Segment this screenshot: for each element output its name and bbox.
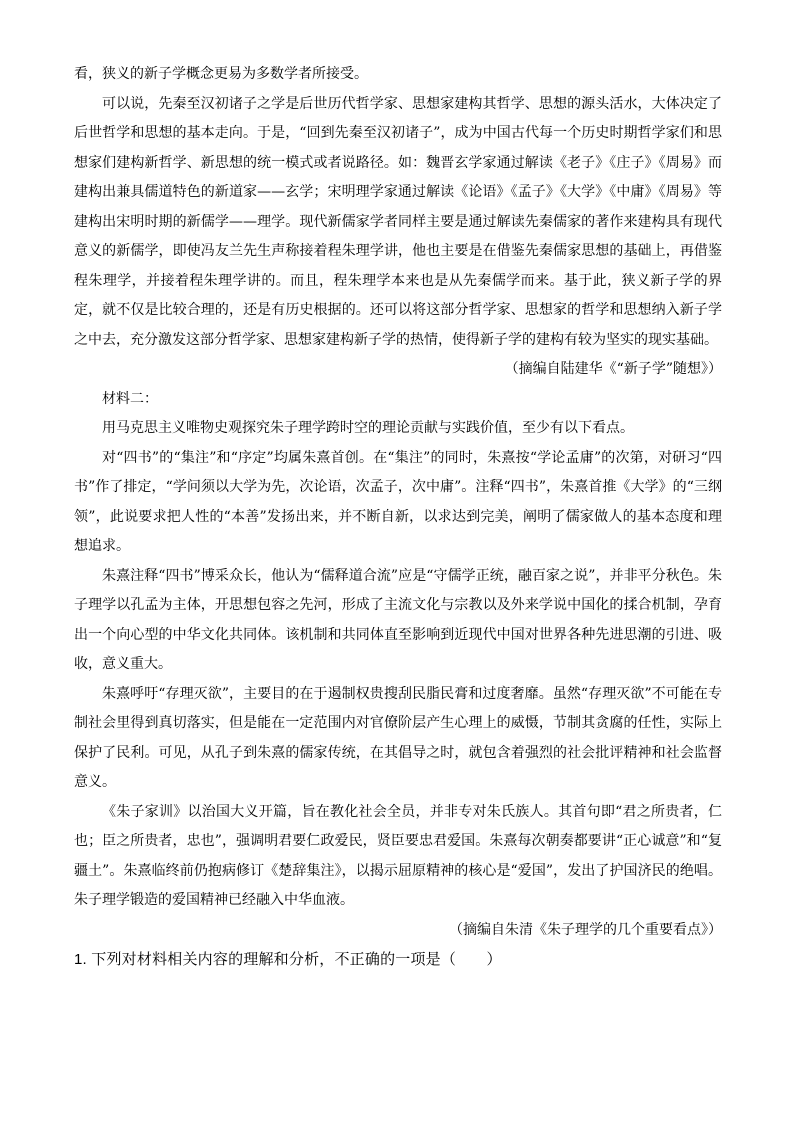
material1-intro-text: 看，狭义的新子学概念更易为多数学者所接受。 bbox=[74, 66, 368, 82]
document-page bbox=[74, 60, 722, 975]
material2-source: （摘编自朱清《朱子理学的几个重要看点》） bbox=[449, 921, 722, 938]
material2-heading: 材料二： bbox=[102, 390, 158, 407]
material2-paragraph-4: 朱熹呼吁“存理灭欲”，主要目的在于遏制权贵搜刮民脂民膏和过度奢靡。虽然“存理灭欲”不可能在专制社会里得到真切落实，但是能在一定范围内对官僚阶层产生心理上的威慑，节制其贪腐的任性，实际上保护了民利。可见，从孔子到朱熹的儒家传统，在其倡导之时，就包含着强烈的社会批评精神和社会监督意义。 bbox=[74, 685, 722, 790]
material1-main-paragraph: 可以说，先秦至汉初诸子之学是后世历代哲学家、思想家建构其哲学、思想的源头活水，大体决定了后世哲学和思想的基本走向。于是，“回到先秦至汉初诸子”，成为中国古代每一个历史时期哲学家们和思想家们建构新哲学、新思想的统一模式或者说路径。如：魏晋玄学家通过解读《老子》《庄子》《周易》而建构出兼具儒道特色的新道家——玄学；宋明理学家通过解读《论语》《孟子》《大学》《中庸》《周易》等建构出宋明时期的新儒学——理学。现代新儒家学者同样主要是通过解读先秦儒家的著作来建构具有现代意义的新儒学，即使冯友兰先生声称接着程朱理学讲，他也主要是在借鉴先秦儒家思想的基础上，再借鉴程朱理学，并接着程朱理学讲的。而且，程朱理学本来也是从先秦儒学而来。基于此，狭义新子学的界定，就不仅是比较合理的，还是有历史根据的。还可以将这部分哲学家、思想家的哲学和思想纳入新子学之中去，充分激发这部分哲学家、思想家建构新子学的热情，使得新子学的建构有较为坚实的现实基础。 bbox=[74, 95, 722, 348]
question-1: 1. 下列对材料相关内容的理解和分析，不正确的一项是（ ） bbox=[74, 951, 502, 968]
material2-paragraph-5: 《朱子家训》以治国大义开篇，旨在教化社会全员，并非专对朱氏族人。其首句即“君之所贵者，仁也；臣之所贵者，忠也”，强调明君要仁政爱民，贤臣要忠君爱国。朱熹每次朝奏都要讲“正心诚意”和“复疆土”。朱熹临终前仍抱病修订《楚辞集注》，以揭示屈原精神的核心是“爱国”，发出了护国济民的绝唱。朱子理学锻造的爱国精神已经融入中华血液。 bbox=[74, 803, 722, 908]
material2-paragraph-3: 朱熹注释“四书”博采众长，他认为“儒释道合流”应是“守儒学正统，融百家之说”，并非平分秋色。朱子理学以孔孟为主体，开思想包容之先河，形成了主流文化与宗教以及外来学说中国化的揉合机制，孕育出一个向心型的中华文化共同体。该机制和共同体直至影响到近现代中国对世界各种先进思潮的引进、吸收，意义重大。 bbox=[74, 567, 722, 672]
material2-paragraph-1: 用马克思主义唯物史观探究朱子理学跨时空的理论贡献与实践价值，至少有以下看点。 bbox=[102, 420, 634, 436]
material2-paragraph-2: 对“四书”的“集注”和“序定”均属朱熹首创。在“集注”的同时，朱熹按“学论孟庸”的次第，对研习“四书”作了排定，“学问须以大学为先，次论语，次孟子，次中庸”。注释“四书”，朱熹首推《大学》的“三纲领”，此说要求把人性的“本善”发扬出来，并不断自新，以求达到完美，阐明了儒家做人的基本态度和理想追求。 bbox=[74, 449, 722, 554]
material1-source: （摘编自陆建华《“新子学”随想》） bbox=[504, 361, 722, 377]
